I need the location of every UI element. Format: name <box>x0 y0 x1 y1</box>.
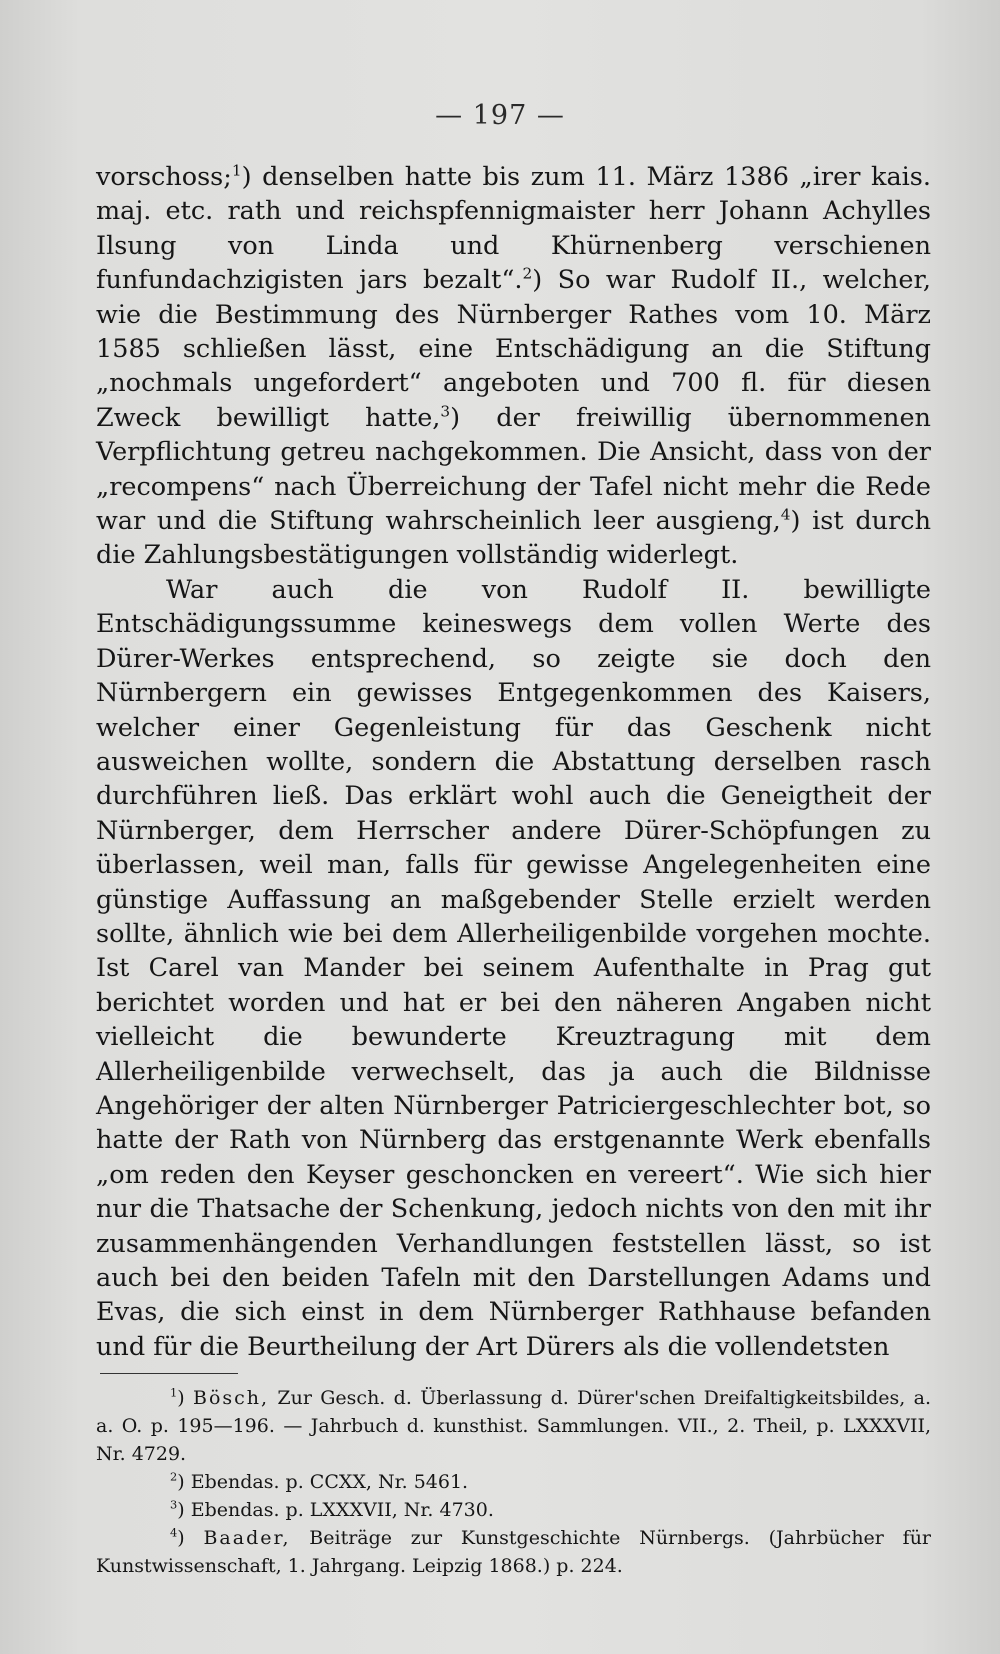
footnote-text: Zur Gesch. d. Überlassung d. Dürer'schen Dreifaltigkeitsbildes, a. a. O. p. 195—196. — Jahrbuch d. kunsthist. Sammlungen. VII., 2. Theil, p. LXXXVII, Nr. 4729. <box>96 1387 932 1465</box>
footnote-number: 2 <box>170 1469 178 1484</box>
footnote-number: 3 <box>170 1497 178 1512</box>
text-run: ) So war Rudolf II., welcher, wie die Bestimmung des Nürnberger Rathes vom 10. März 1585 schließen lässt, eine Entschädigung an die Stiftung „nochmals ungefordert“ angeboten und 700 fl. für diesen Zweck bewilligt hatte, <box>96 265 931 433</box>
footnote-text: Ebendas. p. LXXXVII, Nr. 4730. <box>184 1499 494 1521</box>
footnote-divider <box>100 1373 238 1374</box>
footnote: $^4$) Baader, Beiträge zur Kunstgeschichte Nürnbergs. (Jahrbücher für Kunstwissenschaft, 1. Jahrgang. Leipzig 1868.) p. 224. <box>96 1525 932 1577</box>
text-run: ) ist durch die Zahlungsbestätigungen vollständig widerlegt. <box>96 506 931 571</box>
paragraph <box>96 573 931 1364</box>
footnotes <box>96 1384 931 1580</box>
footnote-number: 1 <box>170 1385 178 1400</box>
page-number: — 197 — <box>435 100 565 131</box>
footnote-ref: 3 <box>440 402 451 421</box>
footnote-number: 4 <box>170 1525 178 1540</box>
footnote-ref: 1 <box>231 161 242 180</box>
text-run: vorschoss; <box>96 162 232 192</box>
footnote-ref: 4 <box>780 505 791 524</box>
footnote: $^2$) Ebendas. p. CCXX, Nr. 5461. <box>170 1469 469 1493</box>
footnote-author: Bösch, <box>193 1387 270 1409</box>
text-run: ) denselben hatte bis zum 11. März 1386 „irer kais. maj. etc. rath und reichspfennigmaister herr Johann Achylles Ilsung von Linda und Khürnenberg verschienen funfundachzigisten jars bezalt“. <box>96 162 931 296</box>
text-run: ) der freiwillig übernommenen Verpflichtung getreu nachgekommen. Die Ansicht, dass von der „recompens“ nach Überreichung der Tafel nicht mehr die Rede war und die Stiftung wahrscheinlich leer ausgieng, <box>96 402 931 537</box>
footnote-text: Ebendas. p. CCXX, Nr. 5461. <box>184 1471 469 1493</box>
text-run: War auch die von Rudolf II. bewilligte Entschädigungssumme keineswegs dem vollen Werte des Dürer-Werkes entsprechend, so zeigte sie doch den Nürnbergern ein gewisses Entgegenkommen des Kaisers, welcher einer Gegenleistung für das Geschenk nicht ausweichen wollte, sondern die Abstattung derselben rasch durchführen ließ. Das erklärt wohl auch die Geneigtheit der Nürnberger, dem Herrscher andere Dürer-Schöpfungen zu überlassen, weil man, falls für gewisse Angelegenheiten eine günstige Auffassung an maßgebender Stelle erzielt werden sollte, ähnlich wie bei dem Allerheiligenbilde vorgehen mochte. Ist Carel van Mander bei seinem Aufenthalte in Prag gut berichtet worden und hat er bei den näheren Angaben nicht vielleicht die bewunderte Kreuztragung mit dem Allerheiligenbilde verwechselt, das ja auch die Bildnisse Angehöriger der alten Nürnberger Patriciergeschlechter bot, so hatte der Rath von Nürnberg das erstgenannte Werk ebenfalls „om reden den Keyser geschoncken en vereert“. Wie sich hier nur die Thatsache der Schenkung, jedoch nichts von den mit ihr zusammenhängenden Verhandlungen feststellen lässt, so ist auch bei den beiden Tafeln mit den Darstellungen Adams und Evas, die sich einst in dem Nürnberger Rathhause befanden und für die Beurtheilung der Art Dürers als die vollendetsten <box>96 574 931 1362</box>
footnote: $^1$) Bösch, Zur Gesch. d. Überlassung d. Dürer'schen Dreifaltigkeitsbildes, a. a. O. p. 195—196. — Jahrbuch d. kunsthist. Sammlungen. VII., 2. Theil, p. LXXXVII, Nr. 4729. <box>96 1385 932 1465</box>
footnote-ref: 2 <box>522 264 533 283</box>
paragraph <box>96 160 931 573</box>
footnote-text: Beiträge zur Kunstgeschichte Nürnbergs. (Jahrbücher für Kunstwissenschaft, 1. Jahrgang. Leipzig 1868.) p. 224. <box>96 1527 932 1577</box>
body-text <box>96 160 931 1364</box>
footnote: $^3$) Ebendas. p. LXXXVII, Nr. 4730. <box>170 1497 494 1521</box>
footnote-author: Baader, <box>203 1527 291 1549</box>
